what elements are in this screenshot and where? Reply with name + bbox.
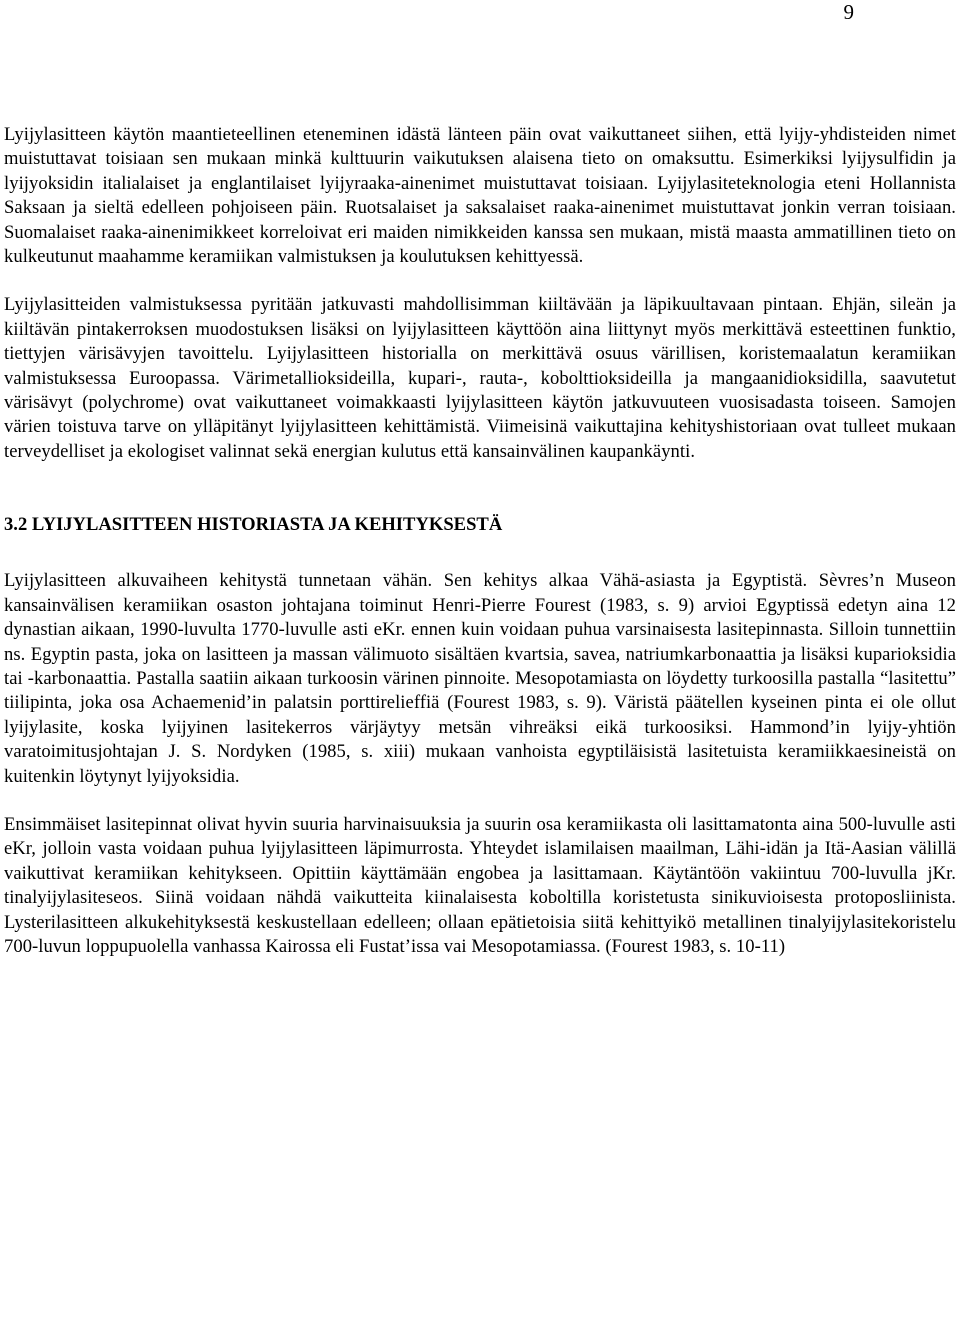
- page-number: 9: [843, 0, 854, 24]
- paragraph-first-glazes: Ensimmäiset lasitepinnat olivat hyvin suuria harvinaisuuksia ja suurin osa keramiikasta oli lasittamatonta aina 500-luvulle asti eKr, jolloin vasta voidaan puhua lyijylasitteen läpimurrosta. Yhteydet islamilaisen maailman, Lähi-idän ja Itä-Aasian välillä vaikuttivat keramiikan kehitykseen. Opittiin käyttämään engobea ja lasittamaan. Käytäntöön vakiintuu 700-luvulla jKr. tinalyijylasiteseos. Siinä voidaan nähdä vaikutteita kiinalaisesta koboltilla koristetusta sinikuvioisesta protoposliinista. Lysterilasitteen alkukehityksestä keskustellaan edelleen; ollaan epätietoisia siitä kehittyikö metallinen tinalyijylasitekoristelu 700-luvun loppupuolella vanhassa Kairossa eli Fustat’issa vai Mesopotamiassa. (Fourest 1983, s. 10-11): [4, 813, 956, 957]
- paragraph-glaze-development: Lyijylasitteiden valmistuksessa pyritään jatkuvasti mahdollisimman kiiltävään ja läpikuultavaan pintaan. Ehjän, sileän ja kiiltävän pintakerroksen muodostuksen lisäksi on lyijylasitteen käyttöön aina liittynyt myös merkittävä esteettinen funktio, tiettyjen värisävyjen tavoittelu. Lyijylasitteen historialla on merkittävä osuus värillisen, koristemaalatun keramiikan valmistuksessa Euroopassa. Värimetallioksideilla, kupari-, rauta-, kobolttioksideilla ja mangaanidioksidilla, saavutetut värisävyt (polychrome) ovat vaikuttaneet voimakkaasti lyijylasitteen käytön jatkuvuuteen vuosisadasta toiseen. Samojen värien toistuva tarve on ylläpitänyt lyijylasitteen kehittämistä. Viimeisinä vaikuttajina kehityshistoriaan ovat tulleet mukaan terveydelliset ja ekologiset valinnat sekä energian kulutus että kansainvälinen kaupankäynti.: [4, 294, 956, 462]
- paragraph-lead-geography: Lyijylasitteen käytön maantieteellinen eteneminen idästä länteen päin ovat vaikuttaneet siihen, että lyijy-yhdisteiden nimet muistuttavat toisiaan sen mukaan minkä kulttuurin vaikutuksen alaisena tieto on omaksuttu. Esimerkiksi lyijysulfidin ja lyijyoksidin italialaiset ja englantilaiset lyijyraaka-ainenimet muistuttavat toisiaan. Lyijylasiteteknologia eteni Hollannista Saksaan ja sieltä edelleen pohjoiseen päin. Ruotsalaiset ja saksalaiset raaka-ainenimet muistuttavat jonkin verran toisiaan. Suomalaiset raaka-ainenimikkeet korreloivat eri maiden nimikkeiden kanssa sen mukaan, mistä maasta ammatillinen tieto on kulkeutunut maahamme keramiikan valmistuksen ja koulutuksen kehittyessä.: [4, 124, 956, 268]
- document-body: [4, 123, 956, 959]
- section-heading: 3.2 LYIJYLASITTEEN HISTORIASTA JA KEHITYKSESTÄ: [4, 514, 503, 536]
- paragraph-early-history: Lyijylasitteen alkuvaiheen kehitystä tunnetaan vähän. Sen kehitys alkaa Vähä-asiasta ja Egyptistä. Sèvres’n Museon kansainvälisen keramiikan osaston johtajana toiminut Henri-Pierre Fourest (1983, s. 9) arvioi Egyptissä edetyn aina 12 dynastian aikaan, 1990-luvulta 1770-luvulle asti eKr. ennen kuin voidaan puhua varsinaisesta lasitepinnasta. Silloin tunnettiin ns. Egyptin pasta, joka on lasitteen ja massan välimuoto sisältäen kvartsia, savea, natriumkarbonaattia ja lisäksi kuparioksidia tai -karbonaattia. Pastalla saatiin aikaan turkoosin värinen pinnoite. Mesopotamiasta on löydetty turkoosilla pastalla “lasitettu” tiilipinta, joka osa Achaemenid’in palatsin porttirelieffiä (Fourest 1983, s. 9). Väristä päätellen kyseinen pinta ei ole ollut lyijylasite, koska lyijyinen lasitekerros värjäytyy metsän vihreäksi eikä turkoosiksi. Hammond’in lyijy-yhtiön varatoimitusjohtajan J. S. Nordyken (1985, s. xiii) mukaan vanhoista egyptiläisistä lasitetuista keramiikkaesineistä on kuitenkin löytynyt lyijyoksidia.: [4, 570, 956, 787]
